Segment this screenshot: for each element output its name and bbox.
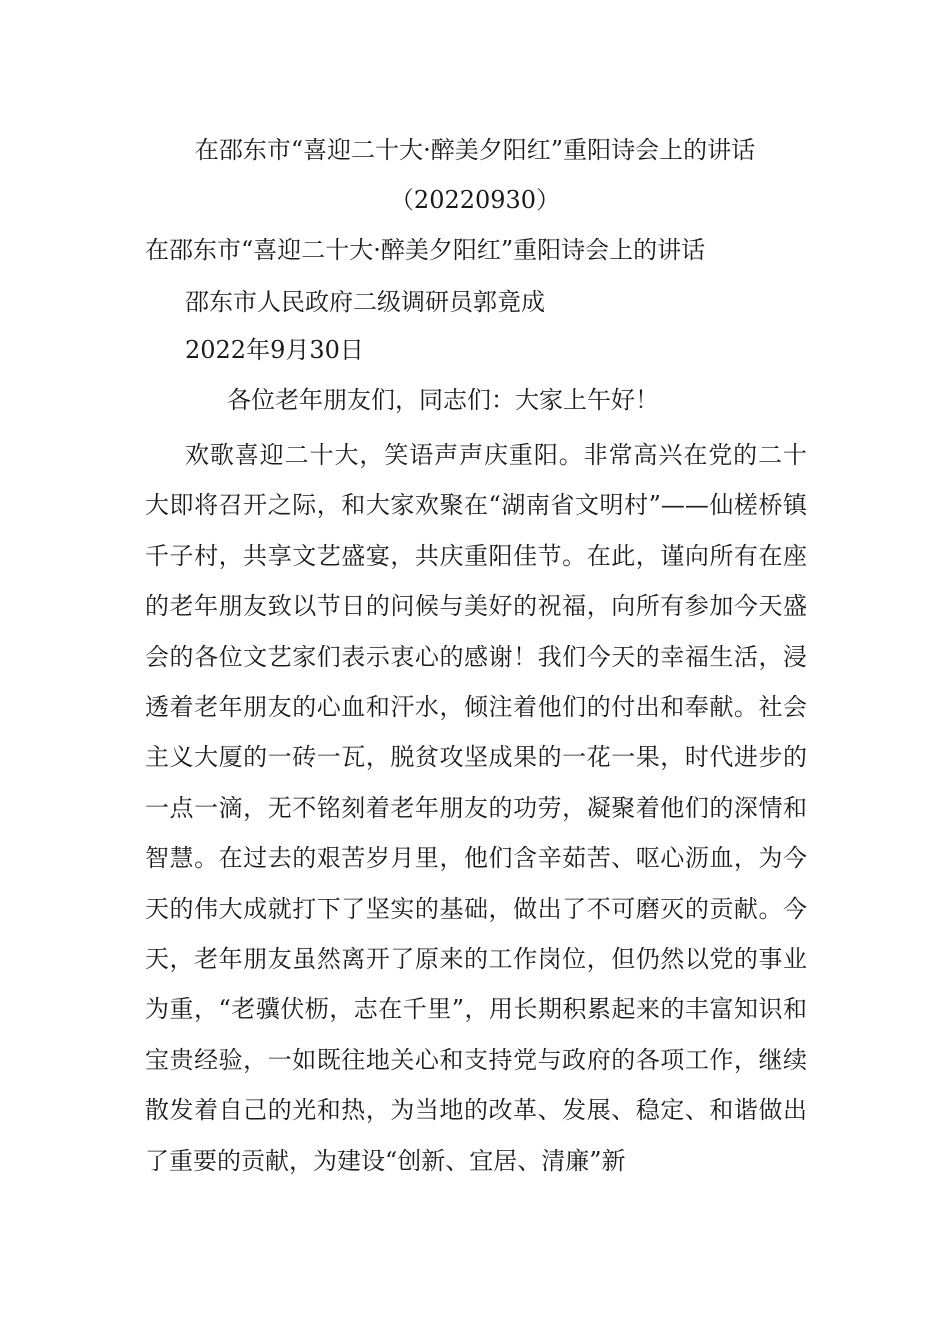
body-paragraph: 欢歌喜迎二十大，笑语声声庆重阳。非常高兴在党的二十大即将召开之际，和大家欢聚在“湖南省文明村”——仙槎桥镇千子村，共享文艺盛宴，共庆重阳佳节。在此，谨向所有在座的老年朋友致以节日的问候与美好的祝福，向所有参加今天盛会的各位文艺家们表示衷心的感谢！我们今天的幸福生活，浸透着老年朋友的心血和汗水，倾注着他们的付出和奉献。社会主义大厦的一砖一瓦，脱贫攻坚成果的一花一果，时代进步的一点一滴，无不铭刻着老年朋友的功劳，凝聚着他们的深情和智慧。在过去的艰苦岁月里，他们含辛茹苦、呕心沥血，为今天的伟大成就打下了坚实的基础，做出了不可磨灭的贡献。今天，老年朋友虽然离开了原来的工作岗位，但仍然以党的事业为重，“老骥伏枥，志在千里”，用长期积累起来的丰富知识和宝贵经验，一如既往地关心和支持党与政府的各项工作，继续散发着自己的光和热，为当地的改革、发展、稳定、和谐做出了重要的贡献，为建设“创新、宜居、清廉”新 xyxy=(145,441,807,1175)
document-title: 在邵东市“喜迎二十大·醉美夕阳红”重阳诗会上的讲话 xyxy=(194,136,756,164)
speech-date: 2022年9月30日 xyxy=(185,336,364,364)
greeting-line: 各位老年朋友们，同志们：大家上午好！ xyxy=(227,386,659,414)
speaker-line: 邵东市人民政府二级调研员郭竟成 xyxy=(185,288,545,316)
document-date-code: （20220930） xyxy=(389,186,561,214)
speech-heading: 在邵东市“喜迎二十大·醉美夕阳红”重阳诗会上的讲话 xyxy=(145,236,706,264)
